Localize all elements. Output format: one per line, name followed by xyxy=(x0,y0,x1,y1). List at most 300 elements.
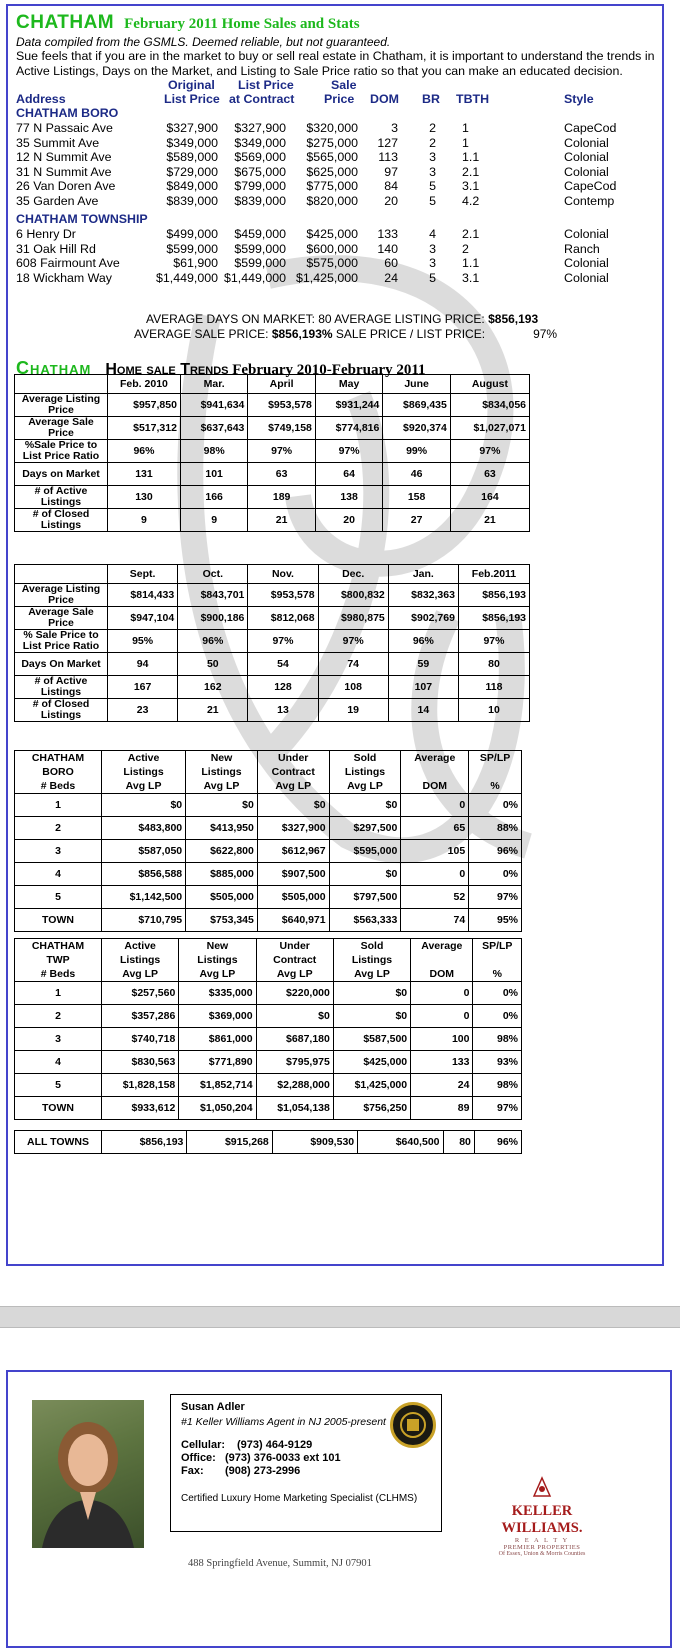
bed-cell: 0% xyxy=(473,1005,522,1028)
bed-cell: 96% xyxy=(469,840,522,863)
trend-cell: $957,850 xyxy=(108,394,181,417)
listing-style: Ranch xyxy=(564,241,600,256)
bed-header-blank xyxy=(401,765,469,779)
bed-header-c5b: Listings xyxy=(333,953,410,967)
listing-address: 31 N Summit Ave xyxy=(16,164,112,179)
bed-cell: $505,000 xyxy=(257,886,329,909)
trend-cell: $637,643 xyxy=(180,417,247,440)
bed-cell: $0 xyxy=(333,982,410,1005)
listing-contract-price: $569,000 xyxy=(234,150,286,164)
listing-br: 3 xyxy=(429,150,436,164)
bed-row xyxy=(15,1097,522,1120)
office-address: 488 Springfield Avenue, Summit, NJ 07901 xyxy=(188,1558,372,1569)
trend-cell: $920,374 xyxy=(383,417,450,440)
all-towns-cell: 96% xyxy=(474,1131,521,1154)
trend-row xyxy=(15,630,530,653)
listing-dom: 3 xyxy=(391,121,398,135)
listing-orig-price: $327,900 xyxy=(166,121,218,135)
trend-header-corner xyxy=(15,375,108,394)
trend-month-header: August xyxy=(450,375,529,394)
bed-cell: $1,050,204 xyxy=(179,1097,256,1120)
bed-count: 2 xyxy=(15,817,102,840)
trend-header-row xyxy=(15,375,530,394)
trend-row xyxy=(15,699,530,722)
bed-row xyxy=(15,840,522,863)
trend-table-2011 xyxy=(14,564,530,722)
bed-header-blank xyxy=(469,765,522,779)
trend-cell: 97% xyxy=(450,440,529,463)
listing-style: Colonial xyxy=(564,150,609,164)
bed-cell: 0% xyxy=(473,982,522,1005)
all-towns-cell: 80 xyxy=(443,1131,474,1154)
listing-orig-price: $849,000 xyxy=(166,179,218,193)
bed-cell: $0 xyxy=(333,1005,410,1028)
bed-row xyxy=(15,794,522,817)
bed-cell: $257,560 xyxy=(102,982,179,1005)
listing-sale-price: $625,000 xyxy=(306,164,358,179)
keller-williams-logo xyxy=(474,1476,610,1557)
trend-cell: $517,312 xyxy=(108,417,181,440)
bed-header-row xyxy=(15,939,522,954)
trend-cell: $931,244 xyxy=(315,394,382,417)
trend-cell: $832,363 xyxy=(388,584,458,607)
trend-cell: 10 xyxy=(458,699,529,722)
bed-cell: 100 xyxy=(411,1028,473,1051)
trend-cell: $869,435 xyxy=(383,394,450,417)
trend-row-label: %Sale Price to List Price Ratio xyxy=(15,440,108,463)
trend-month-header: Mar. xyxy=(180,375,247,394)
bed-cell: $0 xyxy=(186,794,258,817)
bed-cell: 105 xyxy=(401,840,469,863)
listing-contract-price: $839,000 xyxy=(234,193,286,208)
listing-row xyxy=(8,179,658,194)
bed-header-sub: TWP xyxy=(15,953,102,967)
bed-cell: 93% xyxy=(473,1051,522,1074)
trend-cell: 63 xyxy=(450,463,529,486)
bed-cell: $505,000 xyxy=(186,886,258,909)
listing-br: 5 xyxy=(429,270,436,285)
bed-header-c5c: Avg LP xyxy=(333,967,410,982)
col-header-orig-2: List Price xyxy=(164,92,220,106)
trend-cell: 101 xyxy=(180,463,247,486)
avg-sale-label: AVERAGE SALE PRICE: xyxy=(134,327,272,341)
col-header-orig-1: Original xyxy=(168,78,215,92)
bed-header-c5a: Sold xyxy=(333,939,410,954)
listing-address: 35 Summit Ave xyxy=(16,135,100,150)
bed-header-c2a: Active xyxy=(102,751,186,766)
trend-cell: 138 xyxy=(315,486,382,509)
trend-month-header: Nov. xyxy=(248,565,318,584)
all-towns-cell: $915,268 xyxy=(187,1131,272,1154)
bed-cell: $0 xyxy=(257,794,329,817)
bed-row xyxy=(15,1051,522,1074)
trend-row-label: Days On Market xyxy=(15,653,108,676)
col-header-address: Address xyxy=(16,92,66,106)
bed-cell: $1,054,138 xyxy=(256,1097,333,1120)
trend-cell: 130 xyxy=(108,486,181,509)
bed-cell: $357,286 xyxy=(102,1005,179,1028)
trend-cell: 94 xyxy=(108,653,178,676)
bed-header-sub: BORO xyxy=(15,765,102,779)
listing-orig-price: $589,000 xyxy=(166,150,218,164)
bed-cell: 52 xyxy=(401,886,469,909)
trend-cell: 118 xyxy=(458,676,529,699)
all-towns-cell: $856,193 xyxy=(102,1131,187,1154)
bed-cell: 89 xyxy=(411,1097,473,1120)
bed-count: TOWN xyxy=(15,1097,102,1120)
listing-row xyxy=(8,150,658,165)
listing-br: 4 xyxy=(429,227,436,241)
listing-dom: 133 xyxy=(377,227,398,241)
bed-cell: $795,975 xyxy=(256,1051,333,1074)
agent-portrait xyxy=(32,1400,144,1548)
bed-header-c4a: Under xyxy=(257,751,329,766)
bed-header-row xyxy=(15,751,522,766)
bed-header-c4c: Avg LP xyxy=(257,779,329,794)
listing-row xyxy=(8,227,658,242)
bed-cell: $830,563 xyxy=(102,1051,179,1074)
bed-cell: $595,000 xyxy=(329,840,401,863)
bed-row xyxy=(15,886,522,909)
trend-row xyxy=(15,440,530,463)
col-header-br: BR xyxy=(422,92,440,106)
trend-cell: $902,769 xyxy=(388,607,458,630)
bed-header-c2a: Active xyxy=(102,939,179,954)
bed-cell: $587,050 xyxy=(102,840,186,863)
bed-header-c4c: Avg LP xyxy=(256,967,333,982)
listing-tbth: 2.1 xyxy=(462,164,480,179)
bed-header-row xyxy=(15,967,522,982)
trend-cell: 158 xyxy=(383,486,450,509)
listing-tbth: 2 xyxy=(462,241,469,256)
all-towns-label: ALL TOWNS xyxy=(15,1131,102,1154)
trend-cell: 20 xyxy=(315,509,382,532)
boro-section-title: CHATHAM BORO xyxy=(16,106,119,120)
trend-row-label: # of Closed Listings xyxy=(15,509,108,532)
listing-row xyxy=(8,256,658,271)
trend-cell: 74 xyxy=(318,653,388,676)
listing-orig-price: $599,000 xyxy=(166,241,218,256)
trend-cell: 97% xyxy=(248,440,315,463)
listing-contract-price: $327,900 xyxy=(234,121,286,135)
listing-contract-price: $349,000 xyxy=(234,135,286,150)
trend-month-header: Oct. xyxy=(178,565,248,584)
page-separator xyxy=(0,1306,680,1328)
bed-cell: 0% xyxy=(469,863,522,886)
all-towns-cell: $909,530 xyxy=(272,1131,357,1154)
listing-style: Colonial xyxy=(564,135,609,150)
bed-count: 4 xyxy=(15,863,102,886)
fax-label: Fax: xyxy=(181,1465,204,1477)
listing-orig-price: $499,000 xyxy=(166,227,218,241)
listing-contract-price: $1,449,000 xyxy=(223,270,286,285)
bed-header-c3b: Listings xyxy=(186,765,258,779)
trend-cell: 95% xyxy=(108,630,178,653)
title-subtitle: February 2011 Home Sales and Stats xyxy=(124,16,360,32)
listing-address: 608 Fairmount Ave xyxy=(16,256,120,270)
bed-cell: 0 xyxy=(411,982,473,1005)
trend-cell: 14 xyxy=(388,699,458,722)
bed-cell: 24 xyxy=(411,1074,473,1097)
avg-sale-price: $856,193% xyxy=(271,327,333,341)
bed-header-c2c: Avg LP xyxy=(102,779,186,794)
trend-cell: 128 xyxy=(248,676,318,699)
bed-cell: 95% xyxy=(469,909,522,932)
bed-cell: $1,828,158 xyxy=(102,1074,179,1097)
bed-cell: $907,500 xyxy=(257,863,329,886)
trend-month-header: April xyxy=(248,375,315,394)
certification: Certified Luxury Home Marketing Specialist (CLHMS) xyxy=(181,1493,418,1504)
listing-orig-price: $61,900 xyxy=(173,256,218,270)
trend-cell: $843,701 xyxy=(178,584,248,607)
bed-header-c7c: % xyxy=(469,779,522,794)
bed-header-c2b: Listings xyxy=(102,765,186,779)
listing-dom: 84 xyxy=(384,179,398,193)
listing-br: 3 xyxy=(429,256,436,270)
bed-cell: 98% xyxy=(473,1074,522,1097)
trend-row xyxy=(15,463,530,486)
listing-dom: 113 xyxy=(378,150,398,164)
bed-cell: $327,900 xyxy=(257,817,329,840)
col-header-sale-1: Sale xyxy=(331,78,357,92)
bed-header-c3b: Listings xyxy=(179,953,256,967)
bed-cell: $0 xyxy=(329,794,401,817)
listing-tbth: 1 xyxy=(462,135,469,150)
listing-contract-price: $599,000 xyxy=(234,241,286,256)
bed-cell: $483,800 xyxy=(102,817,186,840)
bed-header-c5a: Sold xyxy=(329,751,401,766)
trend-row-label: Average Listing Price xyxy=(15,584,108,607)
trends-heading: Home sale Trends xyxy=(105,361,229,378)
trend-row xyxy=(15,607,530,630)
bed-header-c3c: Avg LP xyxy=(186,779,258,794)
bed-count: 4 xyxy=(15,1051,102,1074)
bed-count: 1 xyxy=(15,794,102,817)
col-header-lpc-2: at Contract xyxy=(229,92,295,106)
trend-cell: 164 xyxy=(450,486,529,509)
listing-tbth: 3.1 xyxy=(462,270,480,285)
bed-cell: $335,000 xyxy=(179,982,256,1005)
trend-cell: 64 xyxy=(315,463,382,486)
listing-dom: 20 xyxy=(384,193,398,208)
all-towns-row xyxy=(15,1131,522,1154)
bed-header-c4b: Contract xyxy=(256,953,333,967)
bed-cell: $687,180 xyxy=(256,1028,333,1051)
trend-cell: 21 xyxy=(178,699,248,722)
bed-cell: $1,142,500 xyxy=(102,886,186,909)
trend-month-header: Feb. 2010 xyxy=(108,375,181,394)
trend-row xyxy=(15,584,530,607)
fax-number: (908) 273-2996 xyxy=(225,1465,301,1477)
intro-paragraph: Sue feels that if you are in the market to buy or sell real estate in Chatham, it is important to understand the trends in Active Listings, Days on the Market, and Listing to Sale Price ratio so that you can make an educated decision. xyxy=(16,49,655,78)
sp-lp-value: 97% xyxy=(533,327,558,341)
trend-month-header: June xyxy=(383,375,450,394)
bed-count: TOWN xyxy=(15,909,102,932)
bed-row xyxy=(15,817,522,840)
bed-row xyxy=(15,1005,522,1028)
bed-cell: $710,795 xyxy=(102,909,186,932)
bed-header-c1a: CHATHAM xyxy=(15,751,102,766)
office-label: Office: xyxy=(181,1452,216,1464)
trend-cell: 97% xyxy=(248,630,318,653)
listing-address: 12 N Summit Ave xyxy=(16,150,112,164)
col-header-dom: DOM xyxy=(370,92,399,106)
bed-cell: $622,800 xyxy=(186,840,258,863)
trend-row-label: # of Active Listings xyxy=(15,486,108,509)
trend-row-label: % Sale Price to List Price Ratio xyxy=(15,630,108,653)
trend-header-corner xyxy=(15,565,108,584)
trend-month-header: Sept. xyxy=(108,565,178,584)
col-header-lpc-1: List Price xyxy=(238,78,294,92)
trend-cell: $812,068 xyxy=(248,607,318,630)
trend-table-2010 xyxy=(14,374,530,532)
bed-cell: 88% xyxy=(469,817,522,840)
agent-photo xyxy=(32,1400,144,1548)
listing-contract-price: $799,000 xyxy=(234,179,286,193)
bed-header-row xyxy=(15,953,522,967)
listing-address: 6 Henry Dr xyxy=(16,227,76,241)
bed-header-c2c: Avg LP xyxy=(102,967,179,982)
trend-cell: 96% xyxy=(178,630,248,653)
bed-cell: 97% xyxy=(473,1097,522,1120)
listing-dom: 140 xyxy=(377,241,398,256)
listing-tbth: 1 xyxy=(462,121,469,135)
trend-cell: $856,193 xyxy=(458,584,529,607)
trend-cell: 98% xyxy=(180,440,247,463)
trend-cell: 21 xyxy=(450,509,529,532)
all-towns-cell: $640,500 xyxy=(358,1131,443,1154)
bed-cell: $0 xyxy=(329,863,401,886)
trend-cell: 13 xyxy=(248,699,318,722)
trend-cell: 54 xyxy=(248,653,318,676)
bed-header-c4b: Contract xyxy=(257,765,329,779)
cell-number: (973) 464-9129 xyxy=(237,1439,313,1451)
trend-cell: $980,875 xyxy=(318,607,388,630)
trend-cell: 131 xyxy=(108,463,181,486)
listing-address: 26 Van Doren Ave xyxy=(16,179,116,193)
listing-br: 3 xyxy=(429,164,436,179)
listing-sale-price: $820,000 xyxy=(306,193,358,208)
trend-month-header: Feb.2011 xyxy=(458,565,529,584)
trend-month-header: Dec. xyxy=(318,565,388,584)
listing-style: CapeCod xyxy=(564,179,617,193)
bed-count: 1 xyxy=(15,982,102,1005)
trend-month-header: May xyxy=(315,375,382,394)
bed-header-c1a: CHATHAM xyxy=(15,939,102,954)
boro-bedroom-table xyxy=(14,750,522,932)
bed-cell: $885,000 xyxy=(186,863,258,886)
trend-cell: $947,104 xyxy=(108,607,178,630)
bed-header-c3c: Avg LP xyxy=(179,967,256,982)
trend-row-label: Days on Market xyxy=(15,463,108,486)
bed-header-c6c: DOM xyxy=(401,779,469,794)
col-header-sale-2: Price xyxy=(324,92,355,106)
bed-cell: $297,500 xyxy=(329,817,401,840)
listing-contract-price: $599,000 xyxy=(234,256,286,270)
award-seal-icon xyxy=(390,1402,436,1448)
logo-area: Of Essex, Union & Morris Counties xyxy=(498,1551,586,1557)
listing-sale-price: $565,000 xyxy=(306,150,358,164)
listing-orig-price: $729,000 xyxy=(166,164,218,179)
bed-cell: $856,588 xyxy=(102,863,186,886)
listing-orig-price: $1,449,000 xyxy=(155,270,218,285)
logo-realty: R E A L T Y xyxy=(514,1537,570,1544)
bed-cell: $740,718 xyxy=(102,1028,179,1051)
bed-cell: $753,345 xyxy=(186,909,258,932)
trend-cell: 97% xyxy=(315,440,382,463)
trend-row-label: Average Listing Price xyxy=(15,394,108,417)
trend-cell: 99% xyxy=(383,440,450,463)
bed-row xyxy=(15,1028,522,1051)
bed-row xyxy=(15,982,522,1005)
stats-page xyxy=(6,4,664,1266)
bed-cell: $220,000 xyxy=(256,982,333,1005)
sp-lp-label: SALE PRICE / LIST PRICE: xyxy=(332,327,486,341)
trend-cell: 162 xyxy=(178,676,248,699)
bed-cell: $612,967 xyxy=(257,840,329,863)
listing-orig-price: $839,000 xyxy=(166,193,218,208)
bed-count: 5 xyxy=(15,886,102,909)
listing-address: 35 Garden Ave xyxy=(16,193,99,208)
bed-count: 3 xyxy=(15,840,102,863)
listing-style: Contemp xyxy=(564,193,615,208)
bed-header-c7a: SP/LP xyxy=(473,939,522,954)
listing-tbth: 1.1 xyxy=(462,150,480,164)
town-name: CHATHAM xyxy=(16,12,115,33)
listing-style: Colonial xyxy=(564,164,609,179)
listing-br: 5 xyxy=(429,179,436,193)
logo-brand: KELLER WILLIAMS. xyxy=(501,1503,583,1536)
bed-cell: $587,500 xyxy=(333,1028,410,1051)
bed-cell: $0 xyxy=(102,794,186,817)
avg-days-listing-label: AVERAGE DAYS ON MARKET: 80 AVERAGE LISTING PRICE: xyxy=(146,312,489,326)
trend-cell: $856,193 xyxy=(458,607,529,630)
listing-sale-price: $575,000 xyxy=(306,256,358,270)
bed-cell: 0% xyxy=(469,794,522,817)
bed-cell: $933,612 xyxy=(102,1097,179,1120)
trend-row-label: Average Sale Price xyxy=(15,417,108,440)
listing-tbth: 1.1 xyxy=(462,256,480,270)
bed-cell: $0 xyxy=(256,1005,333,1028)
bed-header-c6a: Average xyxy=(411,939,473,954)
trend-cell: 21 xyxy=(248,509,315,532)
township-bedroom-table xyxy=(14,938,522,1120)
col-header-style: Style xyxy=(564,92,594,106)
trend-cell: $953,578 xyxy=(248,584,318,607)
logo-premier: PREMIER PROPERTIES xyxy=(503,1544,581,1551)
trend-row xyxy=(15,509,530,532)
trend-cell: $800,832 xyxy=(318,584,388,607)
bed-cell: 0 xyxy=(411,1005,473,1028)
trend-cell: 80 xyxy=(458,653,529,676)
trend-cell: 50 xyxy=(178,653,248,676)
bed-header-c7a: SP/LP xyxy=(469,751,522,766)
trend-cell: 96% xyxy=(388,630,458,653)
bed-header-blank xyxy=(411,953,473,967)
bed-cell: $1,425,000 xyxy=(333,1074,410,1097)
trend-cell: 63 xyxy=(248,463,315,486)
listing-orig-price: $349,000 xyxy=(166,135,218,150)
trend-row xyxy=(15,653,530,676)
bed-header-c3a: New xyxy=(179,939,256,954)
trend-cell: 19 xyxy=(318,699,388,722)
bed-cell: $369,000 xyxy=(179,1005,256,1028)
bed-row xyxy=(15,863,522,886)
listing-contract-price: $675,000 xyxy=(234,164,286,179)
listing-sale-price: $1,425,000 xyxy=(295,270,358,285)
trend-cell: 108 xyxy=(318,676,388,699)
trend-row-label: Average Sale Price xyxy=(15,607,108,630)
